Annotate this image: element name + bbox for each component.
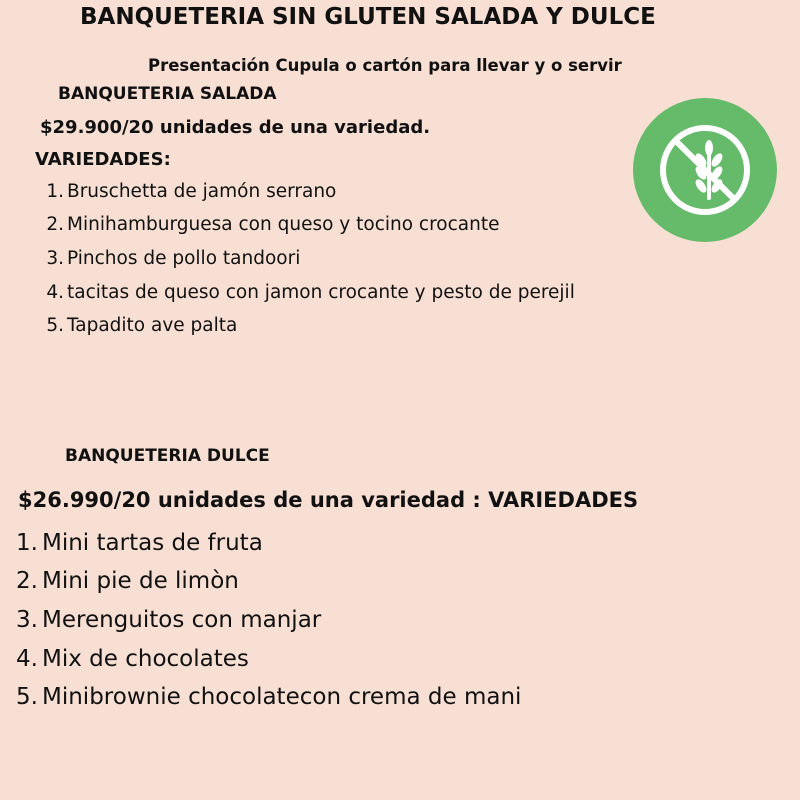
list-item-number: 5. <box>46 315 64 336</box>
list-item-text: Pinchos de pollo tandoori <box>67 248 301 269</box>
list-item-text: tacitas de queso con jamon crocante y pesto de perejil <box>67 282 575 303</box>
list-item-text: Mix de chocolates <box>42 646 249 672</box>
salada-varieties-label: VARIEDADES: <box>35 149 171 170</box>
list-item-text: Mini pie de limòn <box>42 568 239 594</box>
salada-price: $29.900/20 unidades de una variedad. <box>40 117 431 138</box>
list-item-number: 5. <box>16 684 38 710</box>
dulce-heading: BANQUETERIA DULCE <box>65 446 270 466</box>
gluten-free-badge <box>633 98 777 242</box>
list-item-text: Bruschetta de jamón serrano <box>67 181 337 202</box>
list-item-text: Merenguitos con manjar <box>42 607 322 633</box>
list-item-text: Minibrownie chocolatecon crema de mani <box>42 684 522 710</box>
list-item-text: Tapadito ave palta <box>67 315 238 336</box>
list-item-number: 1. <box>16 530 38 556</box>
salada-heading: BANQUETERIA SALADA <box>58 84 277 104</box>
dulce-price: $26.990/20 unidades de una variedad : VARIEDADES <box>18 488 639 512</box>
list-item-number: 3. <box>16 607 38 633</box>
list-item-number: 1. <box>46 181 64 202</box>
gluten-free-icon <box>633 98 777 242</box>
list-item-number: 4. <box>46 282 64 303</box>
list-item-number: 2. <box>46 214 64 235</box>
list-item-text: Minihamburguesa con queso y tocino crocante <box>67 214 500 235</box>
list-item-number: 4. <box>16 646 38 672</box>
subtitle: Presentación Cupula o cartón para llevar y o servir <box>148 56 622 75</box>
page-title: BANQUETERIA SIN GLUTEN SALADA Y DULCE <box>80 4 656 30</box>
list-item-number: 2. <box>16 568 38 594</box>
list-item-text: Mini tartas de fruta <box>42 530 263 556</box>
list-item-number: 3. <box>46 248 64 269</box>
